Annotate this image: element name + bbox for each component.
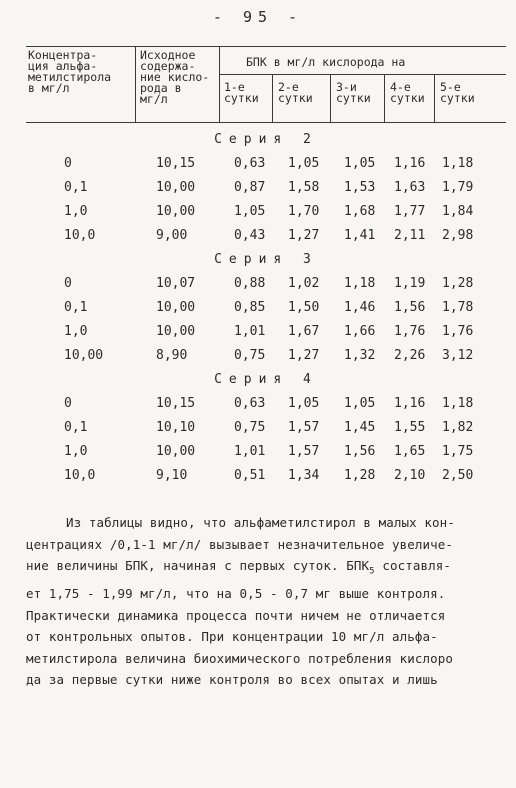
series-title: Серия 4 xyxy=(214,372,318,387)
body-paragraph xyxy=(26,512,496,691)
header-day-1: 1-е сутки xyxy=(224,80,259,105)
table-cell: 1,28 xyxy=(442,276,474,291)
table-cell: 2,26 xyxy=(394,348,426,363)
series-title: Серия 3 xyxy=(214,252,318,267)
table-cell: 0 xyxy=(64,156,72,171)
table-cell: 1,05 xyxy=(288,396,320,411)
bpk-subscript: 5 xyxy=(369,566,375,577)
table-row xyxy=(26,156,506,176)
table-top-rule xyxy=(26,46,506,47)
table-cell: 1,41 xyxy=(344,228,376,243)
table-cell: 1,76 xyxy=(442,324,474,339)
header-day-2: 2-е сутки xyxy=(278,80,313,105)
table-cell: 10,15 xyxy=(156,396,196,411)
bpk-group-rule xyxy=(220,74,506,75)
table-cell: 0,88 xyxy=(234,276,266,291)
table-cell: 1,02 xyxy=(288,276,320,291)
table-row xyxy=(26,180,506,200)
table-cell: 10,10 xyxy=(156,420,196,435)
header-day-3: 3-и сутки xyxy=(336,80,371,105)
header-initial-oxygen: Исходное содержа- ние кисло- рода в мг/л xyxy=(140,48,210,106)
table-cell: 10,15 xyxy=(156,156,196,171)
table-cell: 9,00 xyxy=(156,228,188,243)
col-divider xyxy=(135,46,136,122)
table-cell: 0,75 xyxy=(234,348,266,363)
table-cell: 1,56 xyxy=(394,300,426,315)
series-title: Серия 2 xyxy=(214,132,318,147)
table-cell: 1,45 xyxy=(344,420,376,435)
table-cell: 1,57 xyxy=(288,420,320,435)
table-cell: 1,27 xyxy=(288,348,320,363)
paragraph-line: метилстирола величина биохимического потребления кислоро xyxy=(26,650,454,666)
table-cell: 1,77 xyxy=(394,204,426,219)
table-row xyxy=(26,276,506,296)
table-cell: 1,58 xyxy=(288,180,320,195)
table-cell: 10,00 xyxy=(64,348,104,363)
table-cell: 1,01 xyxy=(234,324,266,339)
table-row xyxy=(26,228,506,248)
col-divider xyxy=(272,74,273,122)
table-cell: 0,75 xyxy=(234,420,266,435)
table-cell: 1,18 xyxy=(442,156,474,171)
table-cell: 2,10 xyxy=(394,468,426,483)
table-cell: 1,28 xyxy=(344,468,376,483)
header-day-5: 5-е сутки xyxy=(440,80,475,105)
table-cell: 1,75 xyxy=(442,444,474,459)
table-cell: 0 xyxy=(64,396,72,411)
table-cell: 1,76 xyxy=(394,324,426,339)
table-cell: 0,87 xyxy=(234,180,266,195)
table-cell: 1,65 xyxy=(394,444,426,459)
paragraph-line-tail: составля- xyxy=(374,558,451,573)
table-cell: 10,00 xyxy=(156,444,196,459)
table-row xyxy=(26,324,506,344)
table-cell: 1,79 xyxy=(442,180,474,195)
table-cell: 1,27 xyxy=(288,228,320,243)
table-cell: 10,00 xyxy=(156,324,196,339)
table-cell: 1,0 xyxy=(64,444,88,459)
table-cell: 0,63 xyxy=(234,156,266,171)
table-cell: 0,1 xyxy=(64,420,88,435)
table-cell: 1,56 xyxy=(344,444,376,459)
paragraph-line: ет 1,75 - 1,99 мг/л, что на 0,5 - 0,7 мг выше контроля. xyxy=(26,586,446,601)
header-bottom-rule xyxy=(26,122,506,123)
paragraph-line: Из таблицы видно, что альфаметилстирол в малых кон- xyxy=(66,515,455,530)
paragraph-line: от контрольных опытов. При концентрации 10 мг/л альфа- xyxy=(26,629,438,644)
table-cell: 1,82 xyxy=(442,420,474,435)
table-cell: 1,67 xyxy=(288,324,320,339)
paragraph-line: да за первые сутки ниже контроля во всех опытах и лишь xyxy=(26,672,438,687)
table-cell: 1,19 xyxy=(394,276,426,291)
table-cell: 1,78 xyxy=(442,300,474,315)
table-cell: 1,84 xyxy=(442,204,474,219)
table-cell: 10,0 xyxy=(64,228,96,243)
table-cell: 1,05 xyxy=(288,156,320,171)
col-divider xyxy=(219,46,220,122)
table-cell: 10,0 xyxy=(64,468,96,483)
table-cell: 0,1 xyxy=(64,180,88,195)
table-cell: 1,05 xyxy=(344,396,376,411)
table-cell: 0,63 xyxy=(234,396,266,411)
table-cell: 1,18 xyxy=(344,276,376,291)
table-cell: 1,16 xyxy=(394,396,426,411)
table-cell: 1,34 xyxy=(288,468,320,483)
col-divider xyxy=(384,74,385,122)
table-cell: 10,00 xyxy=(156,180,196,195)
table-cell: 0,43 xyxy=(234,228,266,243)
paragraph-line-text: ние величины БПК, начиная с первых суток. БПК xyxy=(26,558,370,573)
header-concentration: Концентра- ция альфа- метилстирола в мг/л xyxy=(28,48,112,95)
table-row xyxy=(26,300,506,320)
table-cell: 1,68 xyxy=(344,204,376,219)
table-row xyxy=(26,396,506,416)
table-row xyxy=(26,444,506,464)
table-cell: 2,11 xyxy=(394,228,426,243)
table-cell: 1,32 xyxy=(344,348,376,363)
header-day-4: 4-е сутки xyxy=(390,80,425,105)
table-cell: 1,05 xyxy=(344,156,376,171)
table-cell: 3,12 xyxy=(442,348,474,363)
paragraph-line: центрациях /0,1-1 мг/л/ вызывает незначительное увеличе- xyxy=(26,536,454,552)
table-cell: 1,0 xyxy=(64,204,88,219)
table-cell: 0,51 xyxy=(234,468,266,483)
table-cell: 1,46 xyxy=(344,300,376,315)
col-divider xyxy=(434,74,435,122)
table-cell: 10,00 xyxy=(156,204,196,219)
table-cell: 9,10 xyxy=(156,468,188,483)
table-cell: 1,18 xyxy=(442,396,474,411)
table-cell: 1,66 xyxy=(344,324,376,339)
col-divider xyxy=(330,74,331,122)
table-cell: 1,01 xyxy=(234,444,266,459)
table-cell: 0,85 xyxy=(234,300,266,315)
header-bpk-group: БПК в мг/л кислорода на xyxy=(246,55,406,69)
table-row xyxy=(26,204,506,224)
table-row xyxy=(26,420,506,440)
table-cell: 2,98 xyxy=(442,228,474,243)
table-cell: 1,63 xyxy=(394,180,426,195)
paragraph-line: Практически динамика процесса почти ничем не отличается xyxy=(26,607,446,623)
table-cell: 8,90 xyxy=(156,348,188,363)
table-cell: 0,1 xyxy=(64,300,88,315)
table-cell: 1,55 xyxy=(394,420,426,435)
table-cell: 1,05 xyxy=(234,204,266,219)
table-row xyxy=(26,468,506,488)
table-cell: 1,57 xyxy=(288,444,320,459)
table-cell: 2,50 xyxy=(442,468,474,483)
table-cell: 1,70 xyxy=(288,204,320,219)
table-cell: 0 xyxy=(64,276,72,291)
table-cell: 1,50 xyxy=(288,300,320,315)
paragraph-line xyxy=(26,555,496,583)
page-number: - 95 - xyxy=(212,8,304,26)
table-cell: 1,16 xyxy=(394,156,426,171)
table-cell: 10,07 xyxy=(156,276,196,291)
table-cell: 1,0 xyxy=(64,324,88,339)
table-row xyxy=(26,348,506,368)
table-cell: 1,53 xyxy=(344,180,376,195)
table-cell: 10,00 xyxy=(156,300,196,315)
